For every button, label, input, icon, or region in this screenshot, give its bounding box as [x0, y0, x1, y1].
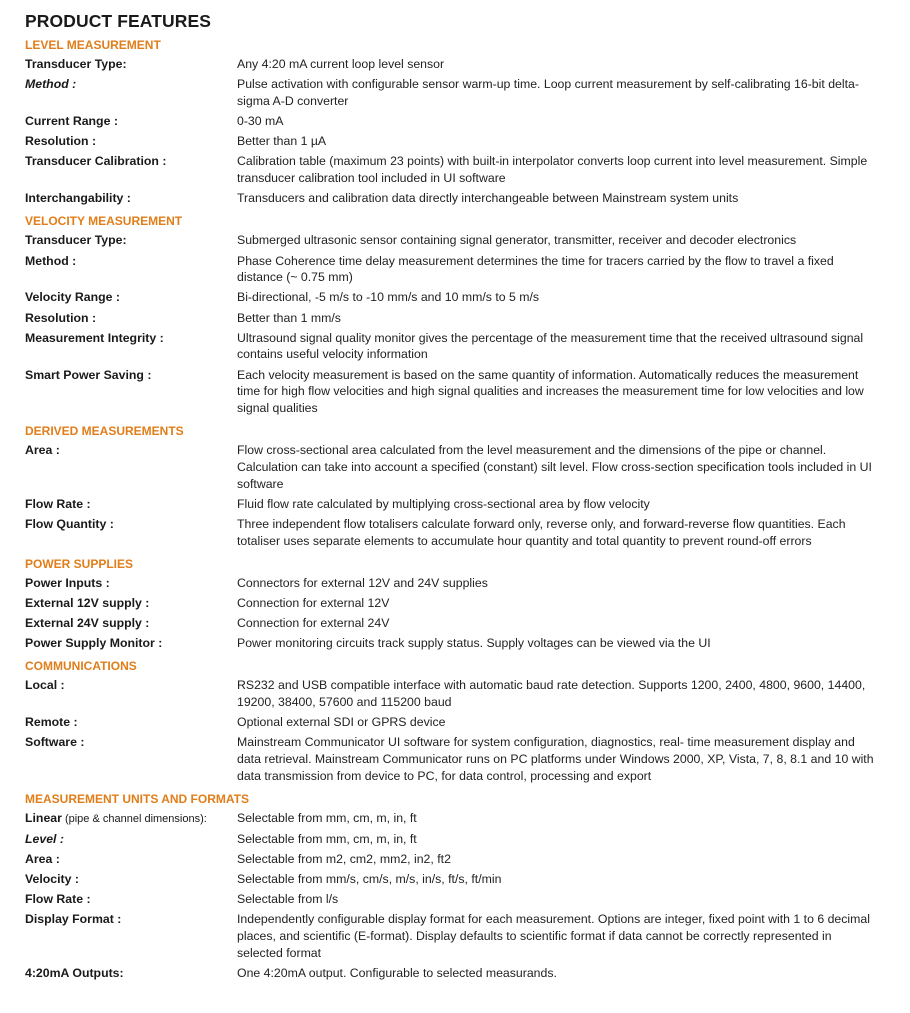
feature-label-note: (pipe & channel dimensions):	[61, 812, 207, 825]
feature-row	[25, 330, 885, 364]
feature-label	[25, 714, 237, 731]
feature-label	[25, 133, 237, 150]
feature-label-text: 4:20mA Outputs:	[25, 966, 124, 981]
feature-label-text: Transducer Type:	[25, 57, 127, 72]
feature-value: Submerged ultrasonic sensor containing signal generator, transmitter, receiver and decoder electronics	[237, 233, 797, 248]
feature-row	[25, 595, 885, 612]
feature-value: Selectable from mm/s, cm/s, m/s, in/s, ft/s, ft/min	[237, 872, 502, 887]
feature-row	[25, 289, 885, 306]
feature-label	[25, 76, 237, 110]
feature-row	[25, 851, 885, 868]
feature-row	[25, 516, 885, 550]
feature-value: Mainstream Communicator UI software for system configuration, diagnostics, real- time measurement display and data retrieval. Mainstream Communicator runs on PC platforms under Windows 2000, XP, Vista, 7, 8, 8.1 and 10 with data transmission from device to PC, for data control, processing and export	[237, 735, 874, 783]
feature-row	[25, 442, 885, 492]
feature-label-text: Transducer Type:	[25, 233, 127, 248]
feature-value: Pulse activation with configurable sensor warm-up time. Loop current measurement by self-calibrating 16-bit delta-sigma A-D converter	[237, 77, 859, 109]
feature-label-text: Method :	[25, 77, 77, 92]
feature-label	[25, 496, 237, 513]
section-measurement-units-and-formats	[25, 791, 885, 982]
feature-label-text: Flow Rate :	[25, 496, 91, 511]
feature-label-text: Software :	[25, 735, 85, 750]
feature-label-text: Transducer Calibration :	[25, 154, 167, 169]
feature-label	[25, 310, 237, 327]
product-features-page	[25, 10, 885, 982]
feature-value: Better than 1 mm/s	[237, 310, 341, 325]
feature-value: Connection for external 24V	[237, 616, 390, 631]
feature-value: Connection for external 12V	[237, 595, 390, 610]
feature-row	[25, 734, 885, 784]
feature-row	[25, 76, 885, 110]
feature-label	[25, 911, 237, 961]
feature-value: Flow cross-sectional area calculated from the level measurement and the dimensions of the pipe or channel. Calculation can take into account a specified (constant) silt level. Flow cross-section specification tools included in UI software	[237, 443, 872, 491]
feature-value: Optional external SDI or GPRS device	[237, 715, 446, 730]
section-level-measurement	[25, 37, 885, 207]
feature-row	[25, 367, 885, 417]
feature-value: RS232 and USB compatible interface with automatic baud rate detection. Supports 1200, 2400, 4800, 9600, 14400, 19200, 38400, 57600 and 115200 baud	[237, 678, 866, 710]
feature-row	[25, 911, 885, 961]
feature-row	[25, 496, 885, 513]
feature-label	[25, 442, 237, 492]
feature-value: Bi-directional, -5 m/s to -10 mm/s and 10 mm/s to 5 m/s	[237, 290, 540, 305]
feature-row	[25, 56, 885, 73]
feature-row	[25, 310, 885, 327]
feature-label-text: Area :	[25, 443, 60, 458]
feature-label	[25, 635, 237, 652]
section-communications	[25, 658, 885, 785]
feature-row	[25, 635, 885, 652]
section-heading: LEVEL MEASUREMENT	[25, 38, 161, 52]
feature-value: Better than 1 µA	[237, 134, 327, 149]
feature-label	[25, 831, 237, 848]
feature-value: Selectable from mm, cm, m, in, ft	[237, 810, 417, 825]
section-heading: DERIVED MEASUREMENTS	[25, 423, 184, 438]
feature-value: Fluid flow rate calculated by multiplying cross-sectional area by flow velocity	[237, 496, 650, 511]
feature-row	[25, 575, 885, 592]
feature-label-text: Resolution :	[25, 310, 97, 325]
feature-row	[25, 831, 885, 848]
feature-value: Connectors for external 12V and 24V supplies	[237, 575, 488, 590]
feature-row	[25, 891, 885, 908]
section-heading: VELOCITY MEASUREMENT	[25, 214, 183, 229]
feature-value: Selectable from l/s	[237, 892, 339, 907]
feature-label	[25, 253, 237, 287]
feature-label-text: Power Supply Monitor :	[25, 636, 163, 651]
section-heading: COMMUNICATIONS	[25, 658, 137, 673]
feature-row	[25, 190, 885, 207]
feature-label-text: Current Range :	[25, 114, 118, 129]
feature-row	[25, 615, 885, 632]
section-heading: POWER SUPPLIES	[25, 556, 134, 571]
feature-value: Each velocity measurement is based on the same quantity of information. Automatically reduces the measurement time for high flow velocities and high signal qualities and increases the measurement time for low velocities and low signal qualities	[237, 367, 864, 416]
feature-row	[25, 153, 885, 187]
feature-label-text: Power Inputs :	[25, 575, 110, 590]
feature-row	[25, 253, 885, 287]
feature-value: Transducers and calibration data directly interchangeable between Mainstream system units	[237, 191, 739, 206]
feature-row	[25, 677, 885, 711]
feature-value: Calibration table (maximum 23 points) with built-in interpolator converts loop current into level measurement. Simple transducer calibration tool included in UI software	[237, 154, 868, 186]
feature-label-text: Smart Power Saving :	[25, 367, 152, 382]
feature-value: Power monitoring circuits track supply status. Supply voltages can be viewed via the UI	[237, 636, 711, 651]
feature-label	[25, 677, 237, 711]
feature-sections	[25, 37, 885, 982]
feature-value: Ultrasound signal quality monitor gives the percentage of the measurement time that the received ultrasound signal contains useful velocity information	[237, 330, 864, 362]
feature-label	[25, 330, 237, 364]
feature-value: One 4:20mA output. Configurable to selected measurands.	[237, 966, 557, 981]
feature-label-text: Method :	[25, 253, 77, 268]
feature-row	[25, 113, 885, 130]
section-power-supplies	[25, 556, 885, 652]
feature-label-text: Linear	[25, 810, 62, 825]
feature-label	[25, 965, 237, 982]
feature-value: Selectable from m2, cm2, mm2, in2, ft2	[237, 852, 451, 867]
section-heading: MEASUREMENT UNITS AND FORMATS	[25, 791, 249, 806]
feature-label	[25, 595, 237, 612]
feature-value: Independently configurable display format for each measurement. Options are integer, fixed point with 1 to 6 decimal places, and scientific (E-format). Display defaults to scientific format if data cannot be correctly represented in selected format	[237, 912, 870, 960]
feature-label	[25, 615, 237, 632]
feature-label-text: Level :	[25, 832, 64, 847]
feature-label-text: Display Format :	[25, 912, 122, 927]
feature-label-text: Velocity Range :	[25, 290, 120, 305]
section-velocity-measurement	[25, 213, 885, 417]
feature-row	[25, 871, 885, 888]
feature-label	[25, 289, 237, 306]
feature-row	[25, 133, 885, 150]
feature-label-text: Resolution :	[25, 134, 97, 149]
feature-label	[25, 232, 237, 249]
feature-label-text: Velocity :	[25, 872, 79, 887]
feature-row	[25, 810, 885, 828]
feature-label	[25, 575, 237, 592]
feature-value: 0-30 mA	[237, 114, 284, 129]
feature-label	[25, 891, 237, 908]
feature-value: Three independent flow totalisers calculate forward only, reverse only, and forward-reverse flow quantities. Each totaliser uses separate elements to accumulate hour quantity and total quantity to prevent round-off errors	[237, 516, 846, 548]
feature-label	[25, 871, 237, 888]
feature-label-text: Measurement Integrity :	[25, 330, 164, 345]
feature-label	[25, 734, 237, 784]
feature-label	[25, 367, 237, 417]
feature-label	[25, 56, 237, 73]
feature-label-text: Local :	[25, 678, 65, 693]
feature-value: Any 4:20 mA current loop level sensor	[237, 57, 445, 72]
feature-label-text: Interchangability :	[25, 191, 131, 206]
feature-label	[25, 810, 237, 828]
feature-label	[25, 153, 237, 187]
section-derived-measurements	[25, 423, 885, 550]
feature-label	[25, 190, 237, 207]
feature-label-text: External 12V supply :	[25, 595, 150, 610]
feature-value: Phase Coherence time delay measurement determines the time for tracers carried by the flow to travel a fixed distance (~ 0.75 mm)	[237, 253, 834, 285]
feature-value: Selectable from mm, cm, m, in, ft	[237, 832, 417, 847]
feature-row	[25, 965, 885, 982]
feature-label	[25, 516, 237, 550]
feature-label	[25, 113, 237, 130]
feature-label	[25, 851, 237, 868]
page-title: PRODUCT FEATURES	[25, 11, 211, 31]
feature-label-text: External 24V supply :	[25, 616, 150, 631]
feature-row	[25, 714, 885, 731]
feature-label-text: Flow Quantity :	[25, 516, 114, 531]
feature-row	[25, 232, 885, 249]
feature-label-text: Remote :	[25, 715, 78, 730]
feature-label-text: Flow Rate :	[25, 892, 91, 907]
feature-label-text: Area :	[25, 852, 60, 867]
